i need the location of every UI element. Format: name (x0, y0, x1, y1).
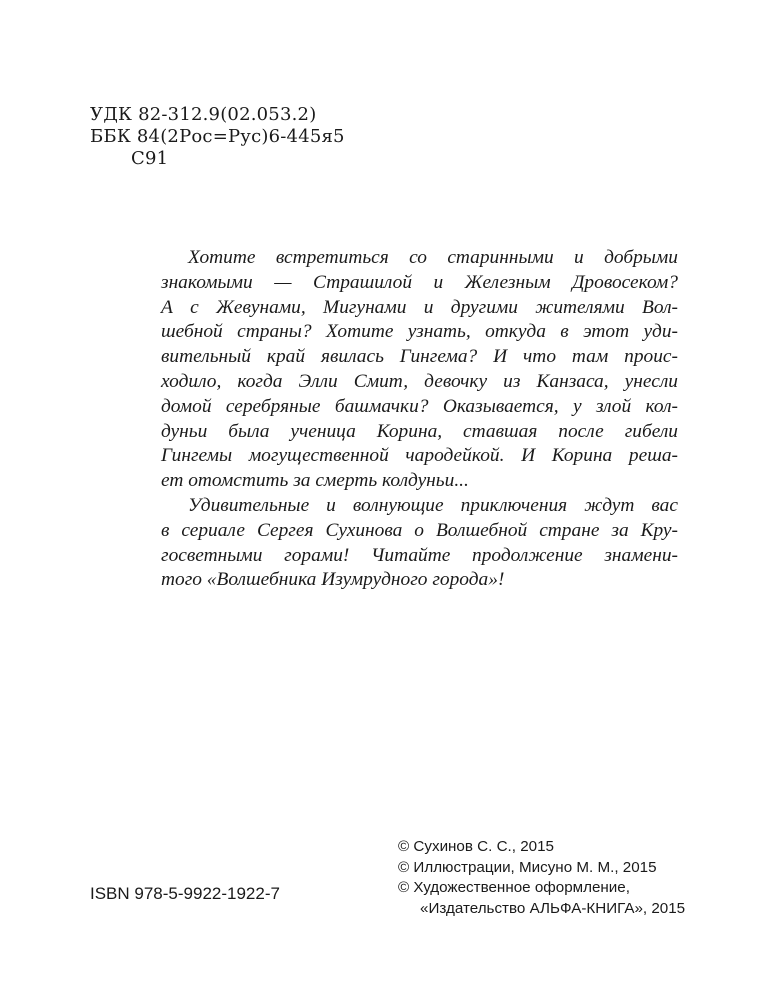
annotation-line: Гингемы могущественной чародейкой. И Корина реша- (161, 445, 678, 467)
annotation-line: Хотите встретиться со старинными и добрыми (188, 247, 678, 268)
annotation-line: того «Волшебника Изумрудного города»! (161, 569, 505, 591)
annotation-line: домой серебряные башмачки? Оказывается, у злой кол- (161, 395, 678, 417)
isbn-number: ISBN 978-5-9922-1922-7 (90, 884, 280, 903)
copyright-line: © Сухинов С. С., 2015 (398, 838, 554, 855)
annotation-line: знакомыми — Страшилой и Железным Дровосеком? (161, 271, 678, 293)
library-classification (90, 104, 345, 170)
annotation-line: шебной страны? Хотите узнать, откуда в этот уди- (161, 321, 678, 343)
annotation-line: дуньи была ученица Корина, ставшая после гибели (161, 420, 678, 442)
annotation-line: А с Жевунами, Мигунами и другими жителями Вол- (161, 296, 678, 318)
copyright-line: © Иллюстрации, Мисуно М. М., 2015 (398, 858, 657, 876)
annotation-line: в сериале Сергея Сухинова о Волшебной стране за Кру- (161, 519, 678, 541)
annotation-line: госветными горами! Читайте продолжение знамени- (161, 544, 678, 566)
author-mark: С91 (131, 148, 169, 169)
annotation-line: ходило, когда Элли Смит, девочку из Канзаса, унесли (161, 370, 678, 392)
copyright-line: © Художественное оформление, (398, 879, 630, 896)
copyright-block (398, 837, 685, 919)
annotation-line: вительный край явилась Гингема? И что там проис- (161, 346, 678, 368)
annotation-line: ет отомстить за смерть колдуньи... (161, 470, 469, 492)
book-annotation (161, 246, 678, 593)
udk-code: УДК 82-312.9(02.053.2) (90, 104, 317, 125)
copyright-line: «Издательство АЛЬФА-КНИГА», 2015 (420, 899, 686, 917)
bbk-code: ББК 84(2Рос=Рус)6-445я5 (90, 126, 345, 147)
annotation-line: Удивительные и волнующие приключения ждут вас (188, 494, 678, 516)
